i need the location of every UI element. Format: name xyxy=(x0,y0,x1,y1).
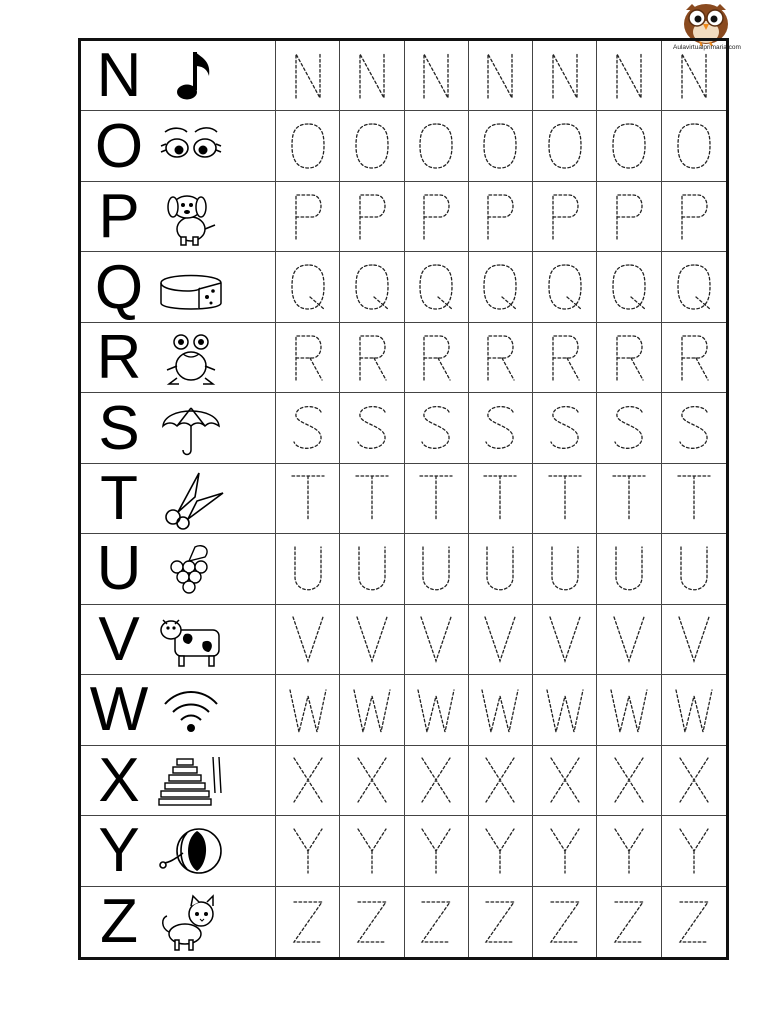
trace-cell[interactable] xyxy=(340,323,404,392)
letter-header-cell xyxy=(81,111,276,180)
dotted-letter-p xyxy=(352,189,392,245)
letter-header-cell xyxy=(81,41,276,110)
trace-cell[interactable] xyxy=(533,746,597,815)
trace-cell[interactable] xyxy=(469,605,533,674)
trace-cell[interactable] xyxy=(340,182,404,251)
dotted-letter-z xyxy=(545,894,585,950)
dotted-letter-n xyxy=(352,48,392,104)
letter-header-cell xyxy=(81,534,276,603)
trace-cell[interactable] xyxy=(597,393,661,462)
trace-cell[interactable] xyxy=(533,323,597,392)
trace-cell[interactable] xyxy=(340,393,404,462)
dotted-letter-n xyxy=(609,48,649,104)
dotted-letter-o xyxy=(288,118,328,174)
trace-cell[interactable] xyxy=(469,746,533,815)
trace-cell[interactable] xyxy=(469,534,533,603)
eyes-icon xyxy=(155,114,227,178)
dotted-letter-u xyxy=(545,541,585,597)
dotted-letter-t xyxy=(609,470,649,526)
dotted-letter-z xyxy=(609,894,649,950)
dotted-letter-p xyxy=(545,189,585,245)
trace-cell[interactable] xyxy=(340,534,404,603)
trace-cell[interactable] xyxy=(276,675,340,744)
trace-cell[interactable] xyxy=(469,393,533,462)
dotted-letter-y xyxy=(416,823,456,879)
letter-header-cell xyxy=(81,323,276,392)
trace-cell[interactable] xyxy=(469,252,533,321)
worksheet-row-p xyxy=(81,182,726,252)
trace-cell[interactable] xyxy=(469,182,533,251)
dotted-letter-w xyxy=(674,682,714,738)
dotted-letter-u xyxy=(288,541,328,597)
worksheet-row-o xyxy=(81,111,726,181)
trace-cell[interactable] xyxy=(469,323,533,392)
letter-header-cell xyxy=(81,887,276,957)
dotted-letter-p xyxy=(288,189,328,245)
dotted-letter-q xyxy=(609,259,649,315)
dotted-letter-o xyxy=(545,118,585,174)
trace-cell[interactable] xyxy=(662,182,726,251)
dotted-letter-n xyxy=(674,48,714,104)
worksheet-row-r xyxy=(81,323,726,393)
trace-cell[interactable] xyxy=(597,41,661,110)
trace-cell[interactable] xyxy=(662,393,726,462)
dotted-letter-w xyxy=(352,682,392,738)
trace-cell[interactable] xyxy=(533,675,597,744)
trace-cell[interactable] xyxy=(405,182,469,251)
dotted-letter-y xyxy=(288,823,328,879)
worksheet-row-z xyxy=(81,887,726,957)
trace-cell[interactable] xyxy=(662,605,726,674)
xylophone-icon xyxy=(155,749,227,813)
dotted-letter-s xyxy=(352,400,392,456)
dotted-letter-x xyxy=(609,752,649,808)
letter-header-cell xyxy=(81,605,276,674)
dotted-letter-s xyxy=(480,400,520,456)
trace-cell[interactable] xyxy=(469,41,533,110)
trace-cell[interactable] xyxy=(662,534,726,603)
trace-cell[interactable] xyxy=(662,675,726,744)
trace-cell[interactable] xyxy=(405,816,469,885)
trace-cell[interactable] xyxy=(276,182,340,251)
dotted-letter-p xyxy=(609,189,649,245)
dotted-letter-y xyxy=(480,823,520,879)
trace-cell[interactable] xyxy=(533,605,597,674)
dotted-letter-r xyxy=(288,330,328,386)
yoyo-icon xyxy=(155,819,227,883)
dotted-letter-u xyxy=(480,541,520,597)
dotted-letter-r xyxy=(545,330,585,386)
letter-header-cell xyxy=(81,746,276,815)
model-letter: T xyxy=(100,464,138,533)
trace-cell[interactable] xyxy=(340,746,404,815)
model-letter: Z xyxy=(100,887,138,957)
trace-cell[interactable] xyxy=(533,41,597,110)
letter-header-cell xyxy=(81,464,276,533)
cow-icon xyxy=(155,608,227,672)
dotted-letter-t xyxy=(288,470,328,526)
dotted-letter-z xyxy=(480,894,520,950)
dotted-letter-p xyxy=(674,189,714,245)
trace-cell[interactable] xyxy=(662,887,726,957)
dotted-letter-u xyxy=(352,541,392,597)
dotted-letter-t xyxy=(674,470,714,526)
dotted-letter-z xyxy=(674,894,714,950)
worksheet-row-u xyxy=(81,534,726,604)
model-letter: S xyxy=(98,393,140,463)
trace-cell[interactable] xyxy=(533,182,597,251)
dotted-letter-v xyxy=(545,611,585,667)
worksheet-row-v xyxy=(81,605,726,675)
trace-cell[interactable] xyxy=(469,464,533,533)
trace-cell[interactable] xyxy=(405,605,469,674)
grapes-icon xyxy=(155,537,227,601)
model-letter: O xyxy=(94,111,144,181)
dotted-letter-o xyxy=(416,118,456,174)
dotted-letter-u xyxy=(609,541,649,597)
dotted-letter-t xyxy=(480,470,520,526)
dotted-letter-x xyxy=(416,752,456,808)
dotted-letter-y xyxy=(352,823,392,879)
frog-icon xyxy=(155,326,227,390)
trace-cell[interactable] xyxy=(469,675,533,744)
trace-cell[interactable] xyxy=(597,323,661,392)
model-letter: R xyxy=(96,323,142,393)
trace-cell[interactable] xyxy=(405,252,469,321)
worksheet-row-n xyxy=(81,41,726,111)
dotted-letter-s xyxy=(545,400,585,456)
trace-cell[interactable] xyxy=(597,464,661,533)
dotted-letter-n xyxy=(480,48,520,104)
worksheet-row-w xyxy=(81,675,726,745)
model-letter: U xyxy=(96,534,142,604)
trace-cell[interactable] xyxy=(405,41,469,110)
dotted-letter-r xyxy=(352,330,392,386)
dotted-letter-o xyxy=(674,118,714,174)
trace-cell[interactable] xyxy=(340,675,404,744)
dotted-letter-o xyxy=(480,118,520,174)
trace-cell[interactable] xyxy=(597,816,661,885)
letter-header-cell xyxy=(81,252,276,321)
dotted-letter-u xyxy=(416,541,456,597)
letter-header-cell xyxy=(81,182,276,251)
umbrella-icon xyxy=(155,396,227,460)
trace-cell[interactable] xyxy=(662,746,726,815)
trace-cell[interactable] xyxy=(405,675,469,744)
trace-cell[interactable] xyxy=(405,464,469,533)
dotted-letter-y xyxy=(545,823,585,879)
trace-cell[interactable] xyxy=(340,816,404,885)
dotted-letter-v xyxy=(416,611,456,667)
site-name: Aulavirtualprimaria.com xyxy=(673,44,741,51)
trace-cell[interactable] xyxy=(276,816,340,885)
worksheet-row-t xyxy=(81,464,726,534)
dotted-letter-q xyxy=(352,259,392,315)
model-letter: X xyxy=(98,745,140,815)
trace-cell[interactable] xyxy=(662,464,726,533)
trace-cell[interactable] xyxy=(597,675,661,744)
worksheet-row-y xyxy=(81,816,726,886)
dotted-letter-t xyxy=(545,470,585,526)
letter-header-cell xyxy=(81,816,276,885)
trace-cell[interactable] xyxy=(533,252,597,321)
trace-cell[interactable] xyxy=(276,252,340,321)
trace-cell[interactable] xyxy=(340,252,404,321)
dotted-letter-n xyxy=(545,48,585,104)
trace-cell[interactable] xyxy=(340,887,404,957)
dog-icon xyxy=(155,185,227,249)
dotted-letter-t xyxy=(352,470,392,526)
dotted-letter-s xyxy=(416,400,456,456)
trace-cell[interactable] xyxy=(469,887,533,957)
dotted-letter-w xyxy=(545,682,585,738)
dotted-letter-y xyxy=(674,823,714,879)
dotted-letter-w xyxy=(609,682,649,738)
dotted-letter-x xyxy=(545,752,585,808)
trace-cell[interactable] xyxy=(276,111,340,180)
dotted-letter-q xyxy=(674,259,714,315)
dotted-letter-q xyxy=(480,259,520,315)
trace-cell[interactable] xyxy=(276,605,340,674)
dotted-letter-z xyxy=(416,894,456,950)
trace-cell[interactable] xyxy=(597,534,661,603)
letter-header-cell xyxy=(81,393,276,462)
dotted-letter-n xyxy=(288,48,328,104)
trace-cell[interactable] xyxy=(597,111,661,180)
trace-cell[interactable] xyxy=(533,534,597,603)
dotted-letter-o xyxy=(609,118,649,174)
trace-cell[interactable] xyxy=(662,252,726,321)
worksheet-row-x xyxy=(81,746,726,816)
trace-cell[interactable] xyxy=(276,464,340,533)
scissors-icon xyxy=(155,467,227,531)
trace-cell[interactable] xyxy=(276,887,340,957)
dotted-letter-n xyxy=(416,48,456,104)
trace-cell[interactable] xyxy=(597,605,661,674)
dotted-letter-x xyxy=(352,752,392,808)
cheese-icon xyxy=(155,255,227,319)
model-letter: Q xyxy=(94,252,144,322)
dotted-letter-s xyxy=(674,400,714,456)
dotted-letter-r xyxy=(609,330,649,386)
dotted-letter-r xyxy=(416,330,456,386)
dotted-letter-z xyxy=(352,894,392,950)
letter-header-cell xyxy=(81,675,276,744)
wifi-icon xyxy=(155,678,227,742)
worksheet-row-q xyxy=(81,252,726,322)
trace-cell[interactable] xyxy=(405,323,469,392)
trace-cell[interactable] xyxy=(276,746,340,815)
dotted-letter-v xyxy=(609,611,649,667)
model-letter: W xyxy=(89,675,149,745)
trace-cell[interactable] xyxy=(405,887,469,957)
trace-cell[interactable] xyxy=(276,393,340,462)
trace-cell[interactable] xyxy=(405,746,469,815)
trace-cell[interactable] xyxy=(597,887,661,957)
dotted-letter-q xyxy=(288,259,328,315)
trace-cell[interactable] xyxy=(405,111,469,180)
dotted-letter-w xyxy=(416,682,456,738)
trace-cell[interactable] xyxy=(662,323,726,392)
dotted-letter-s xyxy=(288,400,328,456)
trace-cell[interactable] xyxy=(533,816,597,885)
trace-cell[interactable] xyxy=(340,605,404,674)
dotted-letter-o xyxy=(352,118,392,174)
trace-cell[interactable] xyxy=(533,111,597,180)
cat-icon xyxy=(155,890,227,954)
trace-cell[interactable] xyxy=(276,534,340,603)
model-letter: V xyxy=(98,604,140,674)
tracing-worksheet xyxy=(78,38,729,960)
dotted-letter-x xyxy=(480,752,520,808)
dotted-letter-z xyxy=(288,894,328,950)
music-note-icon xyxy=(155,44,227,108)
worksheet-row-s xyxy=(81,393,726,463)
dotted-letter-r xyxy=(674,330,714,386)
trace-cell[interactable] xyxy=(405,393,469,462)
trace-cell[interactable] xyxy=(533,464,597,533)
trace-cell[interactable] xyxy=(533,393,597,462)
dotted-letter-x xyxy=(288,752,328,808)
trace-cell[interactable] xyxy=(340,41,404,110)
trace-cell[interactable] xyxy=(405,534,469,603)
dotted-letter-w xyxy=(480,682,520,738)
dotted-letter-y xyxy=(609,823,649,879)
dotted-letter-v xyxy=(480,611,520,667)
trace-cell[interactable] xyxy=(662,41,726,110)
dotted-letter-u xyxy=(674,541,714,597)
trace-cell[interactable] xyxy=(469,816,533,885)
trace-cell[interactable] xyxy=(340,464,404,533)
model-letter: N xyxy=(96,41,142,111)
trace-cell[interactable] xyxy=(662,111,726,180)
trace-cell[interactable] xyxy=(597,746,661,815)
dotted-letter-v xyxy=(288,611,328,667)
dotted-letter-p xyxy=(480,189,520,245)
trace-cell[interactable] xyxy=(340,111,404,180)
dotted-letter-s xyxy=(609,400,649,456)
dotted-letter-t xyxy=(416,470,456,526)
model-letter: Y xyxy=(98,816,140,886)
dotted-letter-q xyxy=(545,259,585,315)
dotted-letter-v xyxy=(352,611,392,667)
dotted-letter-x xyxy=(674,752,714,808)
trace-cell[interactable] xyxy=(276,41,340,110)
trace-cell[interactable] xyxy=(597,252,661,321)
dotted-letter-p xyxy=(416,189,456,245)
trace-cell[interactable] xyxy=(662,816,726,885)
dotted-letter-w xyxy=(288,682,328,738)
dotted-letter-r xyxy=(480,330,520,386)
trace-cell[interactable] xyxy=(597,182,661,251)
trace-cell[interactable] xyxy=(469,111,533,180)
trace-cell[interactable] xyxy=(276,323,340,392)
dotted-letter-v xyxy=(674,611,714,667)
dotted-letter-q xyxy=(416,259,456,315)
model-letter: P xyxy=(98,182,140,252)
trace-cell[interactable] xyxy=(533,887,597,957)
